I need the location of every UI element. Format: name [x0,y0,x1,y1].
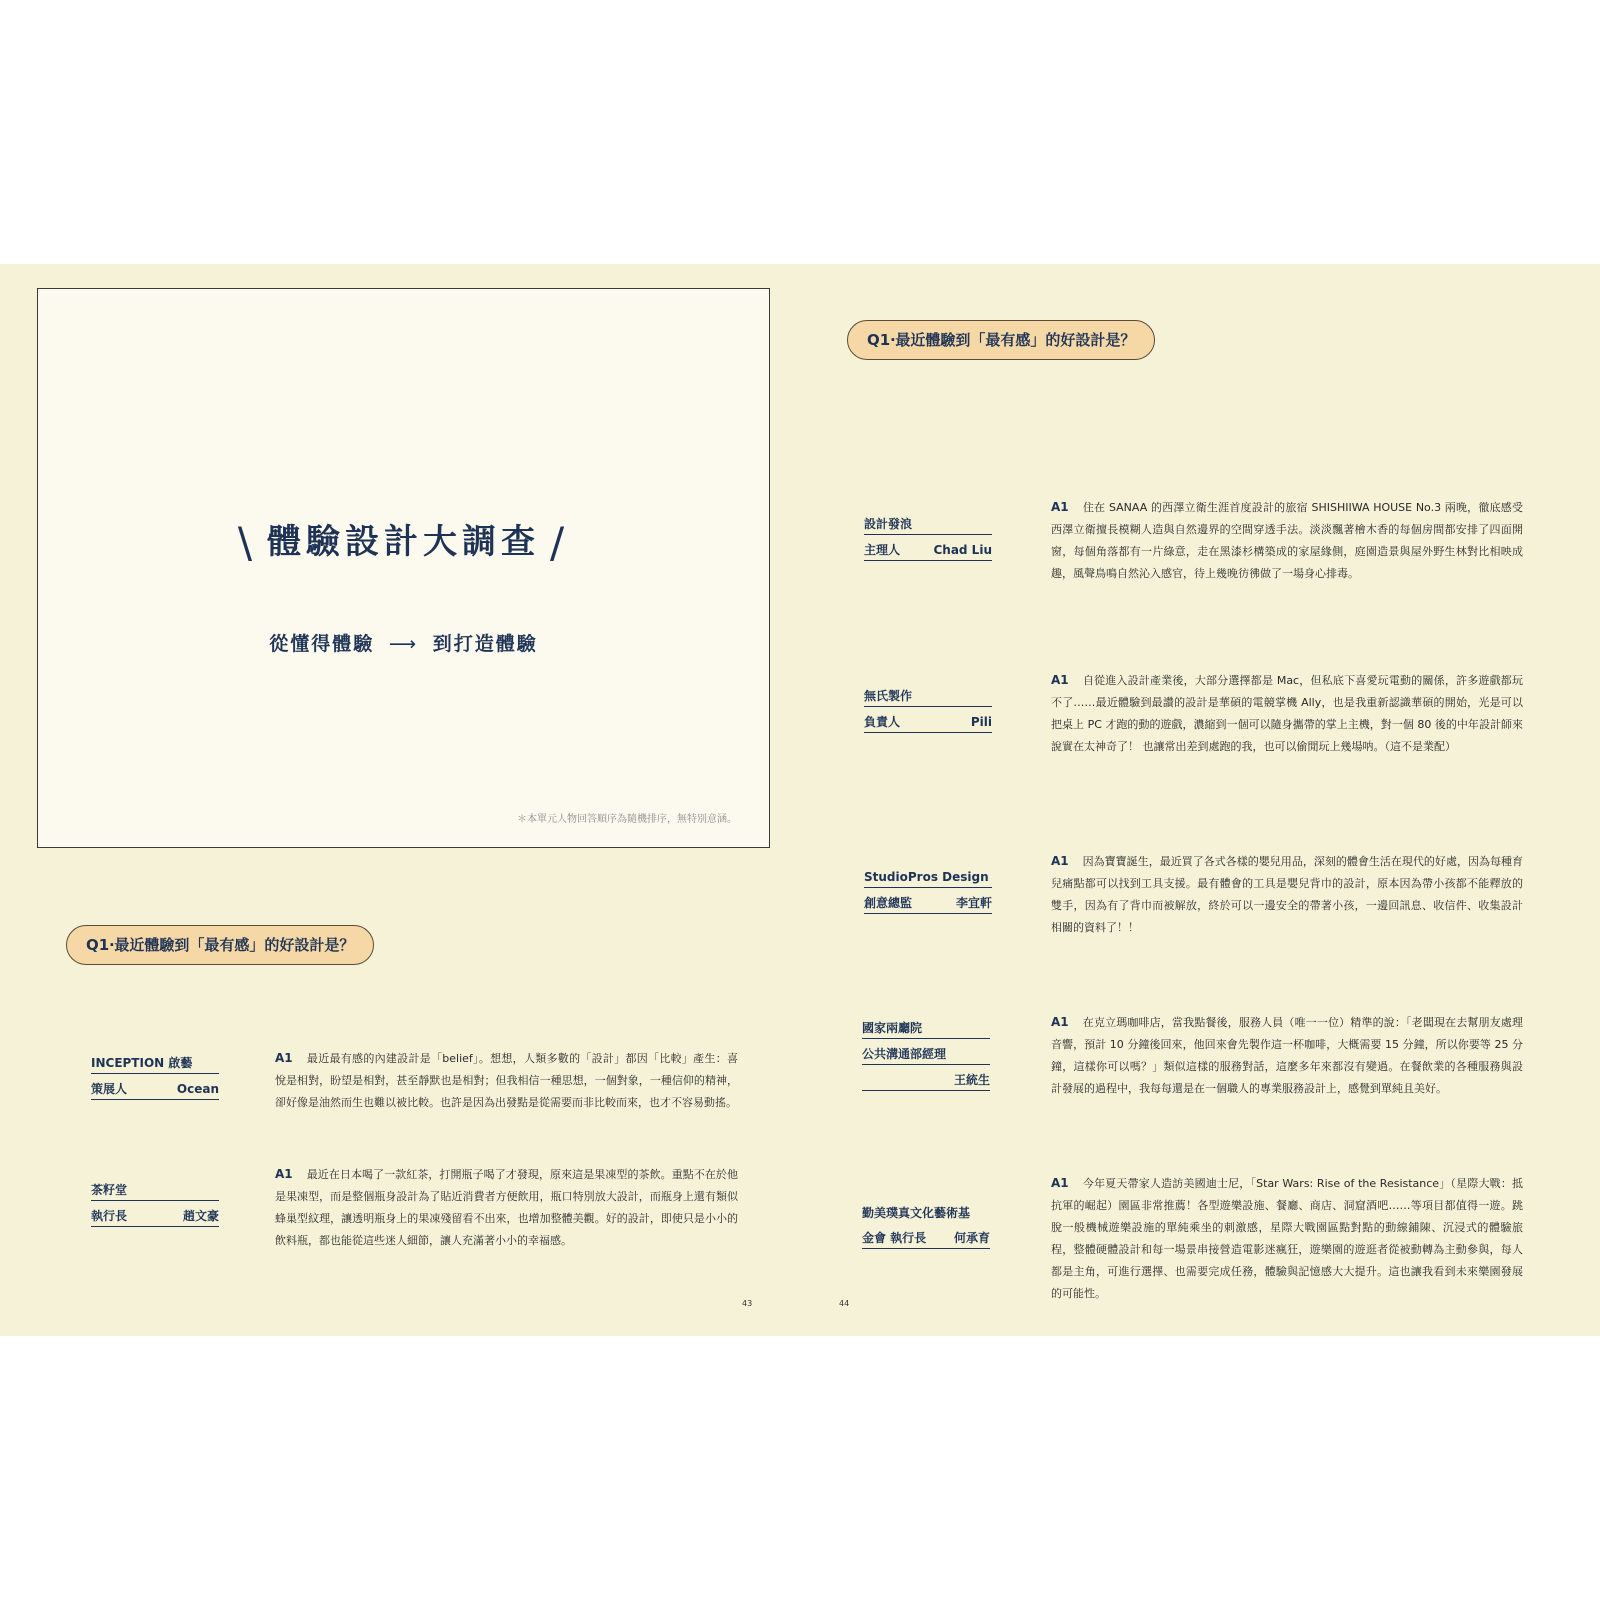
respondent-role-row [91,1207,219,1227]
respondent-role: 公共溝通部經理 [862,1045,990,1065]
subtitle-from: 從懂得體驗 [269,633,375,655]
respondent-cmp [862,1204,990,1255]
answer-design-flow [1051,496,1523,585]
respondent-org: 茶籽堂 [91,1181,219,1201]
respondent-role-row [864,713,992,733]
respondent-role: 策展人 [91,1082,128,1096]
respondent-role: 創意總監 [864,896,913,910]
slash-left: \ [237,518,257,567]
respondent-org: 無氏製作 [864,687,992,707]
answer-wushi [1051,669,1523,758]
respondent-name: 何承育 [953,1231,990,1245]
respondent-org: INCEPTION 啟藝 [91,1054,219,1074]
main-title-text: 體驗設計大調查 [267,522,540,562]
respondent-role-row [864,894,992,914]
answer-text: 因為寶寶誕生，最近買了各式各樣的嬰兒用品，深刻的體會生活在現代的好處，因為每種育兒痛點都可以找到工具支援。最有體會的工具是嬰兒背巾的設計，原本因為帶小孩都不能釋放的雙手，因為有了背巾而被解放，終於可以一邊安全的帶著小孩，一邊回訊息、收信件、收集設計相關的資料了！！ [1051,855,1523,934]
respondent-design-flow [864,515,992,567]
answer-text: 在克立瑪咖啡店，當我點餐後，服務人員（唯一一位）精準的說：「老闆現在去幫朋友處理音響，預計 10 分鐘後回來，他回來會先製作這一杯咖啡，大概需要 15 分鐘，所以你要等 25 分鐘，這樣你可以嗎？」類似這樣的服務對話，這麼多年來都沒有變過。在餐飲業的各種服務與設計發展的過程中，我每每還是在一個職人的專業服務設計上，感覺到單純且美好。 [1051,1016,1523,1095]
arrow-right-icon: ⟶ [388,633,419,655]
answer-studiopros [1051,850,1523,939]
magazine-spread [0,264,1600,1336]
answer-text: 今年夏天帶家人造訪美國迪士尼，「Star Wars: Rise of the Resistance」（星際大戰：抵抗軍的崛起）園區非常推薦！各型遊樂設施、餐廳、商店、洞窟酒吧……等項目都值得一遊。跳脫一般機械遊樂設施的單純乘坐的刺激感，星際大戰園區點對點的動線鋪陳、沉浸式的體驗旅程，整體硬體設計和每一場景串接營造電影迷瘋狂，遊樂園的遊逛者從被動轉為主動參與，每人都是主角，可進行選擇、也需要完成任務，體驗與記憶感大大提升。這也讓我看到未來樂園發展的可能性。 [1051,1177,1523,1300]
respondent-name: 王統生 [862,1071,990,1091]
respondent-org: 勤美璞真文化藝術基 [862,1206,971,1220]
respondent-name: 趙文豪 [182,1209,219,1223]
answer-label: A1 [1051,1176,1069,1190]
respondent-role: 主理人 [864,543,901,557]
respondent-org: 設計發浪 [864,515,992,535]
respondent-wushi [864,687,992,739]
respondent-chazitang [91,1181,219,1233]
answer-label: A1 [1051,1015,1069,1029]
respondent-org: StudioPros Design [864,868,992,888]
respondent-role: 負責人 [864,715,901,729]
respondent-role-row [864,541,992,561]
respondent-org: 國家兩廳院 [862,1019,990,1039]
answer-text: 自從進入設計產業後，大部分選擇都是 Mac，但私底下喜愛玩電動的關係，許多遊戲都玩不了……最近體驗到最讚的設計是華碩的電競掌機 Ally，也是我重新認識華碩的開始，光是可以把桌上 PC 才跑的動的遊戲，濃縮到一個可以隨身攜帶的掌上主機，對一個 80 後的中年設計師來說實在太神奇了！ 也讓常出差到處跑的我，也可以偷閒玩上幾場呐。（這不是業配） [1051,674,1523,753]
respondent-role-row [862,1229,990,1249]
page-number-left: 43 [742,1299,753,1308]
answer-label: A1 [275,1167,293,1181]
answer-npac [1051,1011,1523,1100]
question-pill-left: Q1‧最近體驗到「最有感」的好設計是？ [66,925,374,965]
answer-label: A1 [275,1051,293,1065]
answer-text: 住在 SANAA 的西澤立衛生涯首度設計的旅宿 SHISHIIWA HOUSE No.3 兩晚，徹底感受西澤立衛擅長模糊人造與自然邊界的空間穿透手法。淡淡飄著檜木香的每個房間都安排了四面開窗，每個角落都有一片綠意，走在黑漆杉構築成的家屋緣側，庭園造景與屋外野生林對比相映成趣，風聲鳥鳴自然沁入感官，待上幾晚彷彿做了一場身心排毒。 [1051,501,1523,580]
subtitle-to: 到打造體驗 [432,633,538,655]
respondent-name: 李宜軒 [955,896,992,910]
answer-label: A1 [1051,673,1069,687]
question-pill-right: Q1‧最近體驗到「最有感」的好設計是？ [847,320,1155,360]
respondent-role: 執行長 [91,1209,128,1223]
respondent-inception [91,1054,219,1106]
respondent-name: Chad Liu [933,543,992,557]
answer-label: A1 [1051,854,1069,868]
page-number-right: 44 [839,1299,850,1308]
respondent-studiopros [864,868,992,920]
answer-text: 最近在日本喝了一款紅茶，打開瓶子喝了才發現，原來這是果凍型的茶飲。重點不在於他是果凍型，而是整個瓶身設計為了貼近消費者方便飲用，瓶口特別放大設計，而瓶身上還有類似蜂巢型紋理，讓透明瓶身上的果凍殘留看不出來，也增加整體美觀。好的設計，即使只是小小的飲料瓶，都也能從這些迷人細節，讓人充滿著小小的幸福感。 [275,1168,738,1247]
answer-label: A1 [1051,500,1069,514]
survey-title-box [37,288,770,848]
respondent-npac [862,1019,990,1097]
answer-cmp [1051,1172,1523,1305]
slash-right: / [550,518,570,567]
ordering-note: ＊本單元人物回答順序為隨機排序，無特別意涵。 [517,814,737,825]
respondent-name: Ocean [176,1082,219,1096]
answer-text: 最近最有感的內建設計是「belief」。想想，人類多數的「設計」都因「比較」產生：喜悅是相對，盼望是相對，甚至靜默也是相對；但我相信一種思想，一個對象，一種信仰的精神，卻好像是油然而生也難以被比較。也許是因為出發點是從需要而非比較而來，也才不容易動搖。 [275,1052,738,1109]
respondent-role-row [91,1080,219,1100]
answer-inception [275,1047,738,1114]
answer-chazitang [275,1163,738,1252]
respondent-name: Pili [970,715,992,729]
subtitle [38,629,769,656]
respondent-role: 金會 執行長 [862,1231,927,1245]
main-title [38,514,769,567]
